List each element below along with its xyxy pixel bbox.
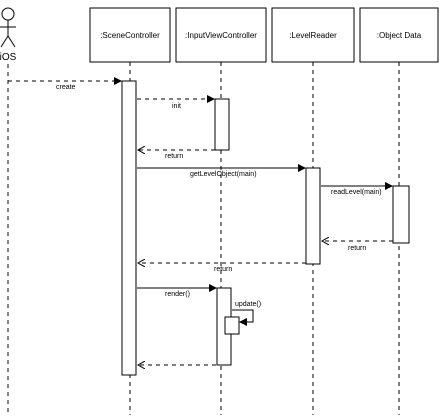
activation-input-view-update: [225, 317, 239, 334]
message-render-label: render(): [165, 291, 190, 298]
actor-label: iOS: [0, 52, 17, 63]
participant-scene-controller: [90, 8, 170, 62]
participant-label: :SceneController: [100, 31, 160, 40]
participant-input-view-controller: [176, 8, 266, 62]
participant-label: :LevelReader: [289, 31, 337, 40]
message-update-label: update(): [235, 301, 262, 308]
message-return-object-label: return: [348, 245, 367, 252]
participant-label: :Object Data: [376, 31, 422, 40]
participant-label: :InputViewController: [185, 31, 257, 40]
message-return-level-label: return: [214, 266, 233, 273]
participant-object-data: [360, 8, 438, 62]
message-return-input-label: return: [165, 153, 184, 160]
actor-ios-icon: [0, 8, 16, 47]
participant-level-reader: [272, 8, 354, 62]
activation-object-data: [393, 186, 409, 243]
activation-scene-controller: [122, 81, 136, 375]
message-create-label: create: [56, 84, 76, 91]
activation-level-reader: [306, 168, 320, 264]
message-init-label: init: [172, 103, 181, 110]
message-get-level-object-label: getLevelObject(main): [190, 171, 257, 178]
activation-input-view-init: [215, 99, 229, 150]
message-read-level-label: readLevel(main): [331, 189, 382, 196]
